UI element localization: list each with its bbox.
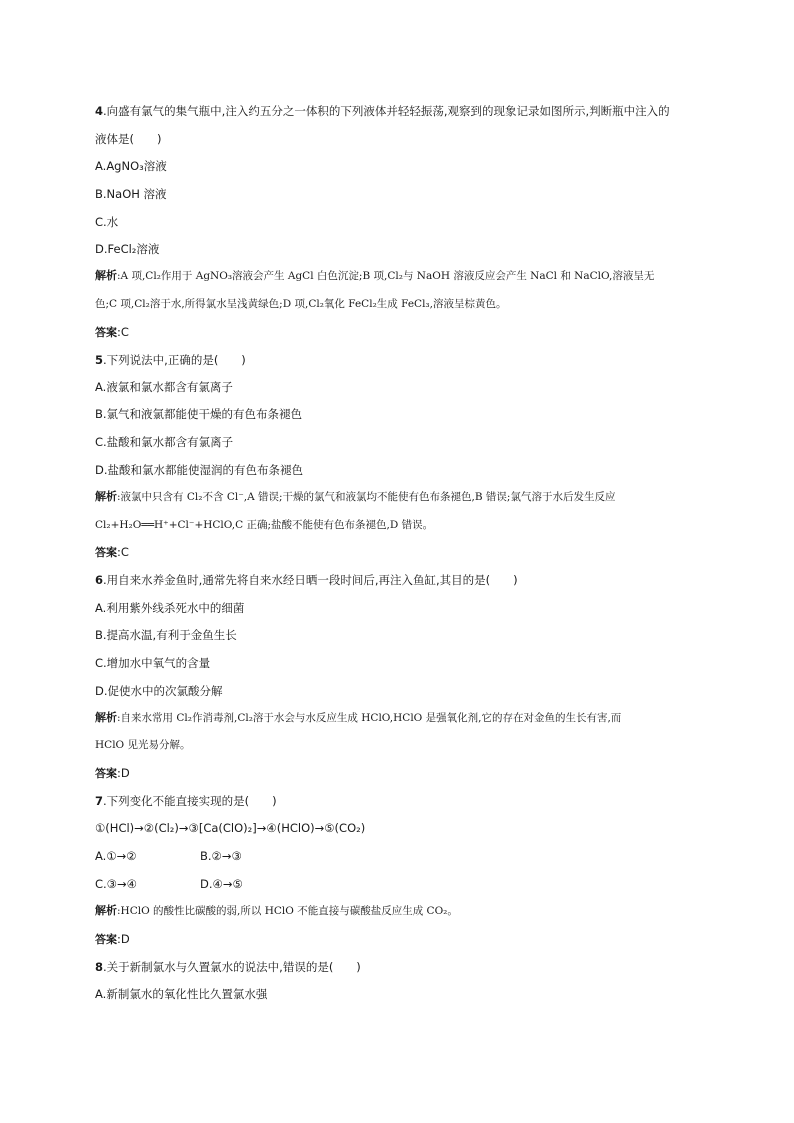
q4-answer	[95, 324, 705, 341]
q5-answer-value: :C	[117, 545, 129, 559]
q5-stem-text: .下列说法中,正确的是( )	[103, 353, 246, 367]
q4-stem-line2: 液体是( )	[95, 132, 162, 146]
q4-option-b: B.NaOH 溶液	[95, 187, 167, 201]
q8-stem-text: .关于新制氯水与久置氯水的说法中,错误的是( )	[103, 960, 361, 974]
q4-number: 4	[95, 104, 104, 118]
q6-number: 6	[95, 573, 104, 587]
q4-analysis-line2: 色;C 项,Cl₂溶于水,所得氯水呈浅黄绿色;D 项,Cl₂氧化 FeCl₂生成 FeCl₃,溶液呈棕黄色。	[95, 298, 507, 310]
q4-option-a: A.AgNO₃溶液	[95, 159, 167, 173]
q5-answer	[95, 544, 705, 561]
q5-stem	[95, 352, 705, 368]
q8-stem	[95, 959, 705, 975]
q6-stem	[95, 572, 705, 588]
q4-stem-line1	[95, 103, 705, 119]
q7-analysis-tag: 解析	[95, 904, 117, 917]
q6-option-a: A.利用紫外线杀死水中的细菌	[95, 601, 245, 615]
q7-option-d: D.④→⑤	[200, 877, 243, 891]
q6-option-c: C.增加水中氧气的含量	[95, 656, 211, 670]
q6-answer-tag: 答案	[95, 767, 117, 780]
q7-option-a: A.①→②	[95, 849, 137, 863]
q7-stem	[95, 793, 705, 809]
q6-answer-value: :D	[117, 766, 130, 780]
q6-analysis-text: :自来水常用 Cl₂作消毒剂,Cl₂溶于水会与水反应生成 HClO,HClO 是强氧化剂,它的存在对金鱼的生长有害,而	[117, 712, 622, 724]
q7-options-row2	[95, 876, 705, 892]
q5-number: 5	[95, 353, 104, 367]
q5-option-d: D.盐酸和氯水都能使湿润的有色布条褪色	[95, 463, 304, 477]
q5-option-a: A.液氯和氯水都含有氯离子	[95, 380, 233, 394]
q4-answer-tag: 答案	[95, 326, 117, 339]
q7-analysis-line1	[95, 903, 705, 919]
q5-option-b: B.氯气和液氯都能使干燥的有色布条褪色	[95, 407, 303, 421]
q7-answer	[95, 931, 705, 948]
q6-answer	[95, 765, 705, 782]
q6-option-b: B.提高水温,有利于金鱼生长	[95, 628, 237, 642]
q7-option-c: C.③→④	[95, 877, 137, 891]
q5-analysis-line2: Cl₂+H₂O══H⁺+Cl⁻+HClO,C 正确;盐酸不能使有色布条褪色,D 错误。	[95, 519, 434, 531]
q8-option-a: A.新制氯水的氧化性比久置氯水强	[95, 987, 268, 1001]
q5-analysis-line1	[95, 489, 705, 505]
q6-analysis-tag: 解析	[95, 711, 117, 724]
q7-number: 7	[95, 794, 104, 808]
q7-stem-text: .下列变化不能直接实现的是( )	[103, 794, 277, 808]
q7-options-row1	[95, 848, 705, 864]
q7-answer-value: :D	[117, 932, 130, 946]
q5-analysis-text: :液氯中只含有 Cl₂不含 Cl⁻,A 错误;干燥的氯气和液氯均不能使有色布条褪色,B 错误;氯气溶于水后发生反应	[117, 491, 616, 503]
q6-analysis-line1	[95, 710, 705, 726]
q4-analysis-text: :A 项,Cl₂作用于 AgNO₃溶液会产生 AgCl 白色沉淀;B 项,Cl₂与 NaOH 溶液反应会产生 NaCl 和 NaClO,溶液呈无	[117, 270, 655, 282]
q6-option-d: D.促使水中的次氯酸分解	[95, 684, 223, 698]
q6-stem-text: .用自来水养金鱼时,通常先将自来水经日晒一段时间后,再注入鱼缸,其目的是( )	[103, 573, 518, 587]
q5-answer-tag: 答案	[95, 546, 117, 559]
q4-analysis-line1	[95, 268, 705, 284]
q4-option-d: D.FeCl₂溶液	[95, 242, 160, 256]
q4-option-c: C.水	[95, 215, 119, 229]
q4-stem-text: .向盛有氯气的集气瓶中,注入约五分之一体积的下列液体并轻轻振荡,观察到的现象记录如图所示,判断瓶中注入的	[103, 104, 670, 118]
q4-analysis-tag: 解析	[95, 269, 117, 282]
q4-answer-value: :C	[117, 325, 129, 339]
q8-number: 8	[95, 960, 104, 974]
q7-option-b: B.②→③	[200, 849, 242, 863]
q5-option-c: C.盐酸和氯水都含有氯离子	[95, 435, 234, 449]
q7-answer-tag: 答案	[95, 933, 117, 946]
q7-analysis-text: :HClO 的酸性比碳酸的弱,所以 HClO 不能直接与碳酸盐反应生成 CO₂。	[117, 905, 458, 917]
q7-chain: ①(HCl)→②(Cl₂)→③[Ca(ClO)₂]→④(HClO)→⑤(CO₂)	[95, 821, 366, 835]
q6-analysis-line2: HClO 见光易分解。	[95, 739, 191, 751]
q5-analysis-tag: 解析	[95, 490, 117, 503]
